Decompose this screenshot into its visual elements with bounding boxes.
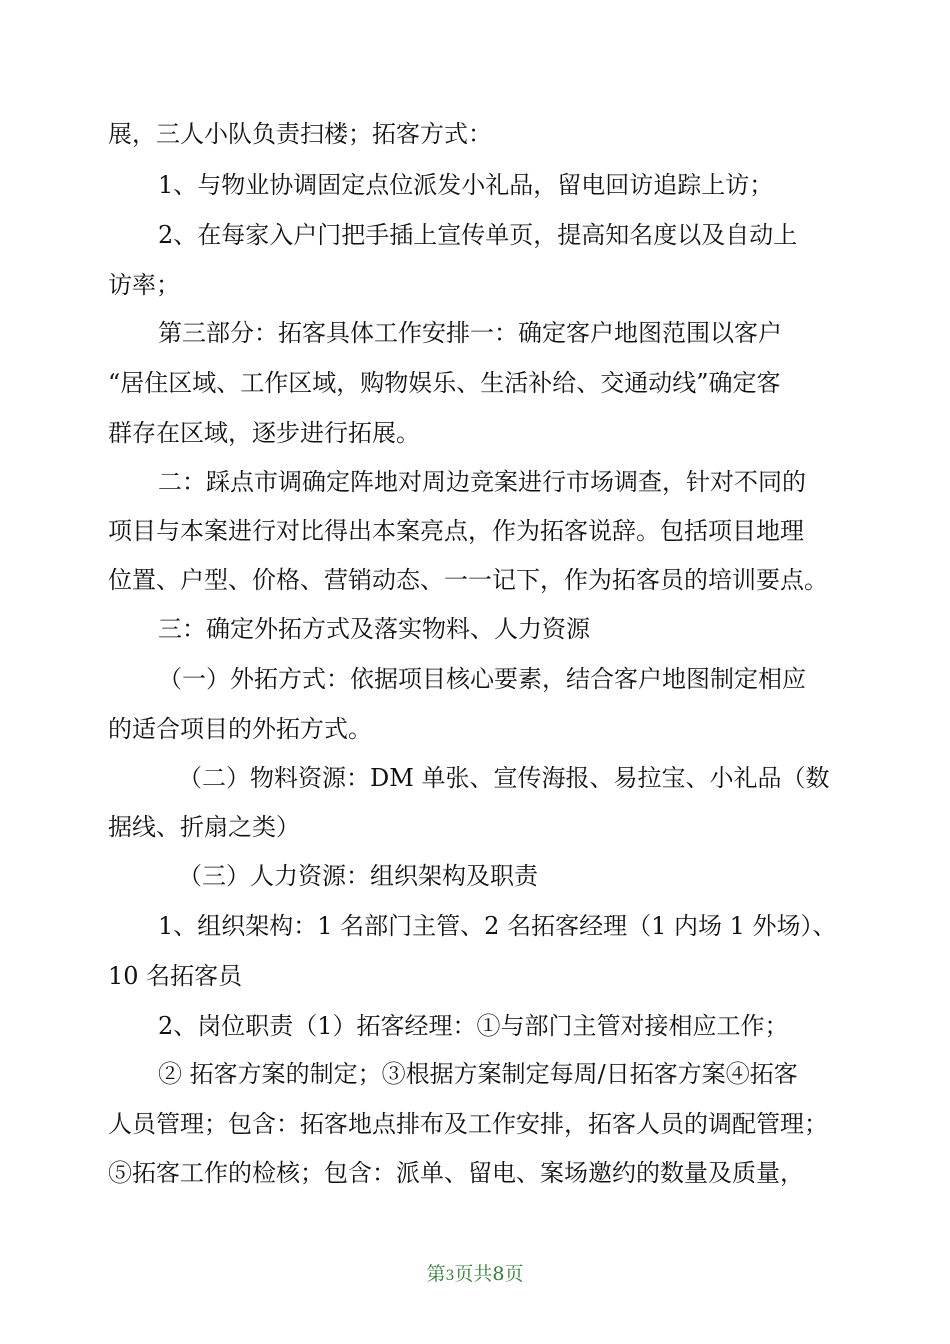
footer-middle: 页共 <box>454 1263 493 1285</box>
text-line: （三）人力资源：组织架构及职责 <box>178 862 538 890</box>
text-line: 三：确定外拓方式及落实物料、人力资源 <box>158 615 590 643</box>
text-line: 人员管理；包含：拓客地点排布及工作安排，拓客人员的调配管理； <box>108 1110 828 1138</box>
page-footer <box>0 1262 950 1288</box>
text-line: 项目与本案进行对比得出本案亮点，作为拓客说辞。包括项目地理 <box>108 517 804 545</box>
text-line: 2、在每家入户门把手插上宣传单页，提高知名度以及自动上 <box>158 221 798 249</box>
text-line: 第三部分：拓客具体工作安排一：确定客户地图范围以客户 <box>158 319 782 347</box>
text-line: “居住区域、工作区域，购物娱乐、生活补给、交通动线”确定客 <box>108 369 781 397</box>
text-line: ② 拓客方案的制定；③根据方案制定每周/日拓客方案④拓客 <box>158 1060 798 1088</box>
text-line: 群存在区域，逐步进行拓展。 <box>108 419 420 447</box>
text-line: 1、与物业协调固定点位派发小礼品，留电回访追踪上访； <box>158 171 774 199</box>
text-line: 二：踩点市调确定阵地对周边竞案进行市场调查，针对不同的 <box>158 468 806 496</box>
text-line: 2、岗位职责（1）拓客经理：①与部门主管对接相应工作； <box>158 1012 789 1040</box>
text-line: 据线、折扇之类） <box>108 813 300 841</box>
text-line: ⑤拓客工作的检核；包含：派单、留电、案场邀约的数量及质量， <box>108 1159 804 1187</box>
footer-prefix: 第 <box>426 1263 446 1285</box>
text-line: 访率； <box>108 271 180 299</box>
text-line: 1、组织架构：1 名部门主管、2 名拓客经理（1 内场 1 外场）、 <box>158 912 837 940</box>
text-line: 10 名拓客员 <box>108 962 243 990</box>
text-line: 位置、户型、价格、营销动态、一一记下，作为拓客员的培训要点。 <box>108 566 828 594</box>
footer-page-number: 3 <box>445 1268 455 1284</box>
text-line: （一）外拓方式：依据项目核心要素，结合客户地图制定相应 <box>158 665 806 693</box>
footer-total-pages: 8 <box>492 1263 505 1285</box>
text-line: （二）物料资源：DM 单张、宣传海报、易拉宝、小礼品（数 <box>178 764 830 792</box>
text-line: 的适合项目的外拓方式。 <box>108 715 372 743</box>
footer-suffix: 页 <box>504 1263 524 1285</box>
text-line: 展，三人小队负责扫楼；拓客方式： <box>108 120 492 148</box>
